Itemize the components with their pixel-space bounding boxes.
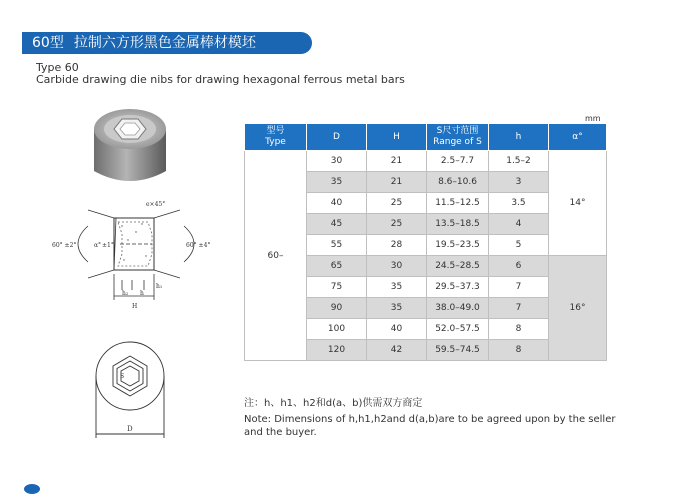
s-label: S bbox=[120, 373, 125, 380]
cell-d: 90 bbox=[307, 298, 367, 319]
unit-label: mm bbox=[585, 114, 601, 123]
cell-d: 100 bbox=[307, 319, 367, 340]
cell-d: 120 bbox=[307, 340, 367, 361]
cell-h-total: 21 bbox=[367, 151, 427, 172]
page-decoration bbox=[24, 484, 40, 494]
diameter-label: D bbox=[127, 425, 133, 433]
cell-h: 3 bbox=[489, 172, 549, 193]
cell-range-s: 29.5–37.3 bbox=[427, 277, 489, 298]
cell-h-total: 35 bbox=[367, 298, 427, 319]
die-nib-photo bbox=[92, 105, 168, 191]
note-chinese: 注：h、h1、h2和d(a、b)供需双方商定 bbox=[244, 398, 423, 409]
cell-h: 8 bbox=[489, 340, 549, 361]
section-title-bar bbox=[22, 32, 312, 54]
cell-range-s: 24.5–28.5 bbox=[427, 256, 489, 277]
angle-right-label: 60° ±4° bbox=[186, 242, 211, 249]
h2-label: h₂ bbox=[122, 290, 129, 297]
cell-h-total: 30 bbox=[367, 256, 427, 277]
alpha-label: α° bbox=[94, 242, 102, 249]
cell-h-total: 25 bbox=[367, 193, 427, 214]
spec-table bbox=[244, 123, 607, 361]
cell-d: 40 bbox=[307, 193, 367, 214]
cell-d: 75 bbox=[307, 277, 367, 298]
cell-h-total: 25 bbox=[367, 214, 427, 235]
header-type: 型号 Type bbox=[245, 124, 307, 151]
cell-range-s: 11.5–12.5 bbox=[427, 193, 489, 214]
cell-h: 7 bbox=[489, 277, 549, 298]
cell-range-s: 13.5–18.5 bbox=[427, 214, 489, 235]
h1-label: h₁ bbox=[156, 283, 163, 290]
model-label: 60型 bbox=[32, 35, 64, 51]
cell-h: 1.5–2 bbox=[489, 151, 549, 172]
cell-h: 5 bbox=[489, 235, 549, 256]
type-cell: 60– bbox=[245, 151, 307, 361]
h-label: h bbox=[140, 290, 144, 297]
header-alpha: α° bbox=[549, 124, 607, 151]
section-title: 拉制六方形黑色金属棒材模坯 bbox=[73, 35, 256, 51]
cell-range-s: 52.0–57.5 bbox=[427, 319, 489, 340]
cell-range-s: 59.5–74.5 bbox=[427, 340, 489, 361]
cell-range-s: 19.5–23.5 bbox=[427, 235, 489, 256]
angle-left-label: 60° ±2° bbox=[52, 242, 77, 249]
type-label: Type 60 bbox=[36, 61, 79, 74]
cell-range-s: 38.0–49.0 bbox=[427, 298, 489, 319]
cell-h: 3.5 bbox=[489, 193, 549, 214]
cell-d: 35 bbox=[307, 172, 367, 193]
height-label: H bbox=[132, 303, 138, 310]
header-h-total: H bbox=[367, 124, 427, 151]
header-h: h bbox=[489, 124, 549, 151]
note-english: Note: Dimensions of h,h1,h2and d(a,b)are to be agreed upon by the seller and the buyer. bbox=[244, 414, 616, 438]
cell-d: 55 bbox=[307, 235, 367, 256]
cell-h-total: 40 bbox=[367, 319, 427, 340]
cell-h: 4 bbox=[489, 214, 549, 235]
cell-range-s: 2.5–7.7 bbox=[427, 151, 489, 172]
header-range-s: S尺寸范围 Range of S bbox=[427, 124, 489, 151]
header-d: D bbox=[307, 124, 367, 151]
top-view-drawing bbox=[90, 336, 186, 444]
cell-h-total: 35 bbox=[367, 277, 427, 298]
table-header-row bbox=[245, 124, 607, 151]
cell-h-total: 28 bbox=[367, 235, 427, 256]
cell-d: 45 bbox=[307, 214, 367, 235]
chamfer-label: e×45° bbox=[146, 201, 166, 208]
cell-h: 7 bbox=[489, 298, 549, 319]
cell-h: 6 bbox=[489, 256, 549, 277]
cross-section-drawing bbox=[48, 196, 228, 320]
cell-d: 65 bbox=[307, 256, 367, 277]
cell-d: 30 bbox=[307, 151, 367, 172]
cell-h-total: 42 bbox=[367, 340, 427, 361]
cell-h-total: 21 bbox=[367, 172, 427, 193]
cell-range-s: 8.6–10.6 bbox=[427, 172, 489, 193]
alpha-cell-2: 16° bbox=[549, 256, 607, 361]
cell-h: 8 bbox=[489, 319, 549, 340]
table-row bbox=[245, 151, 607, 172]
product-description: Carbide drawing die nibs for drawing hexagonal ferrous metal bars bbox=[36, 73, 405, 86]
alpha-tolerance-label: ±1° bbox=[102, 242, 114, 249]
alpha-cell-1: 14° bbox=[549, 151, 607, 256]
